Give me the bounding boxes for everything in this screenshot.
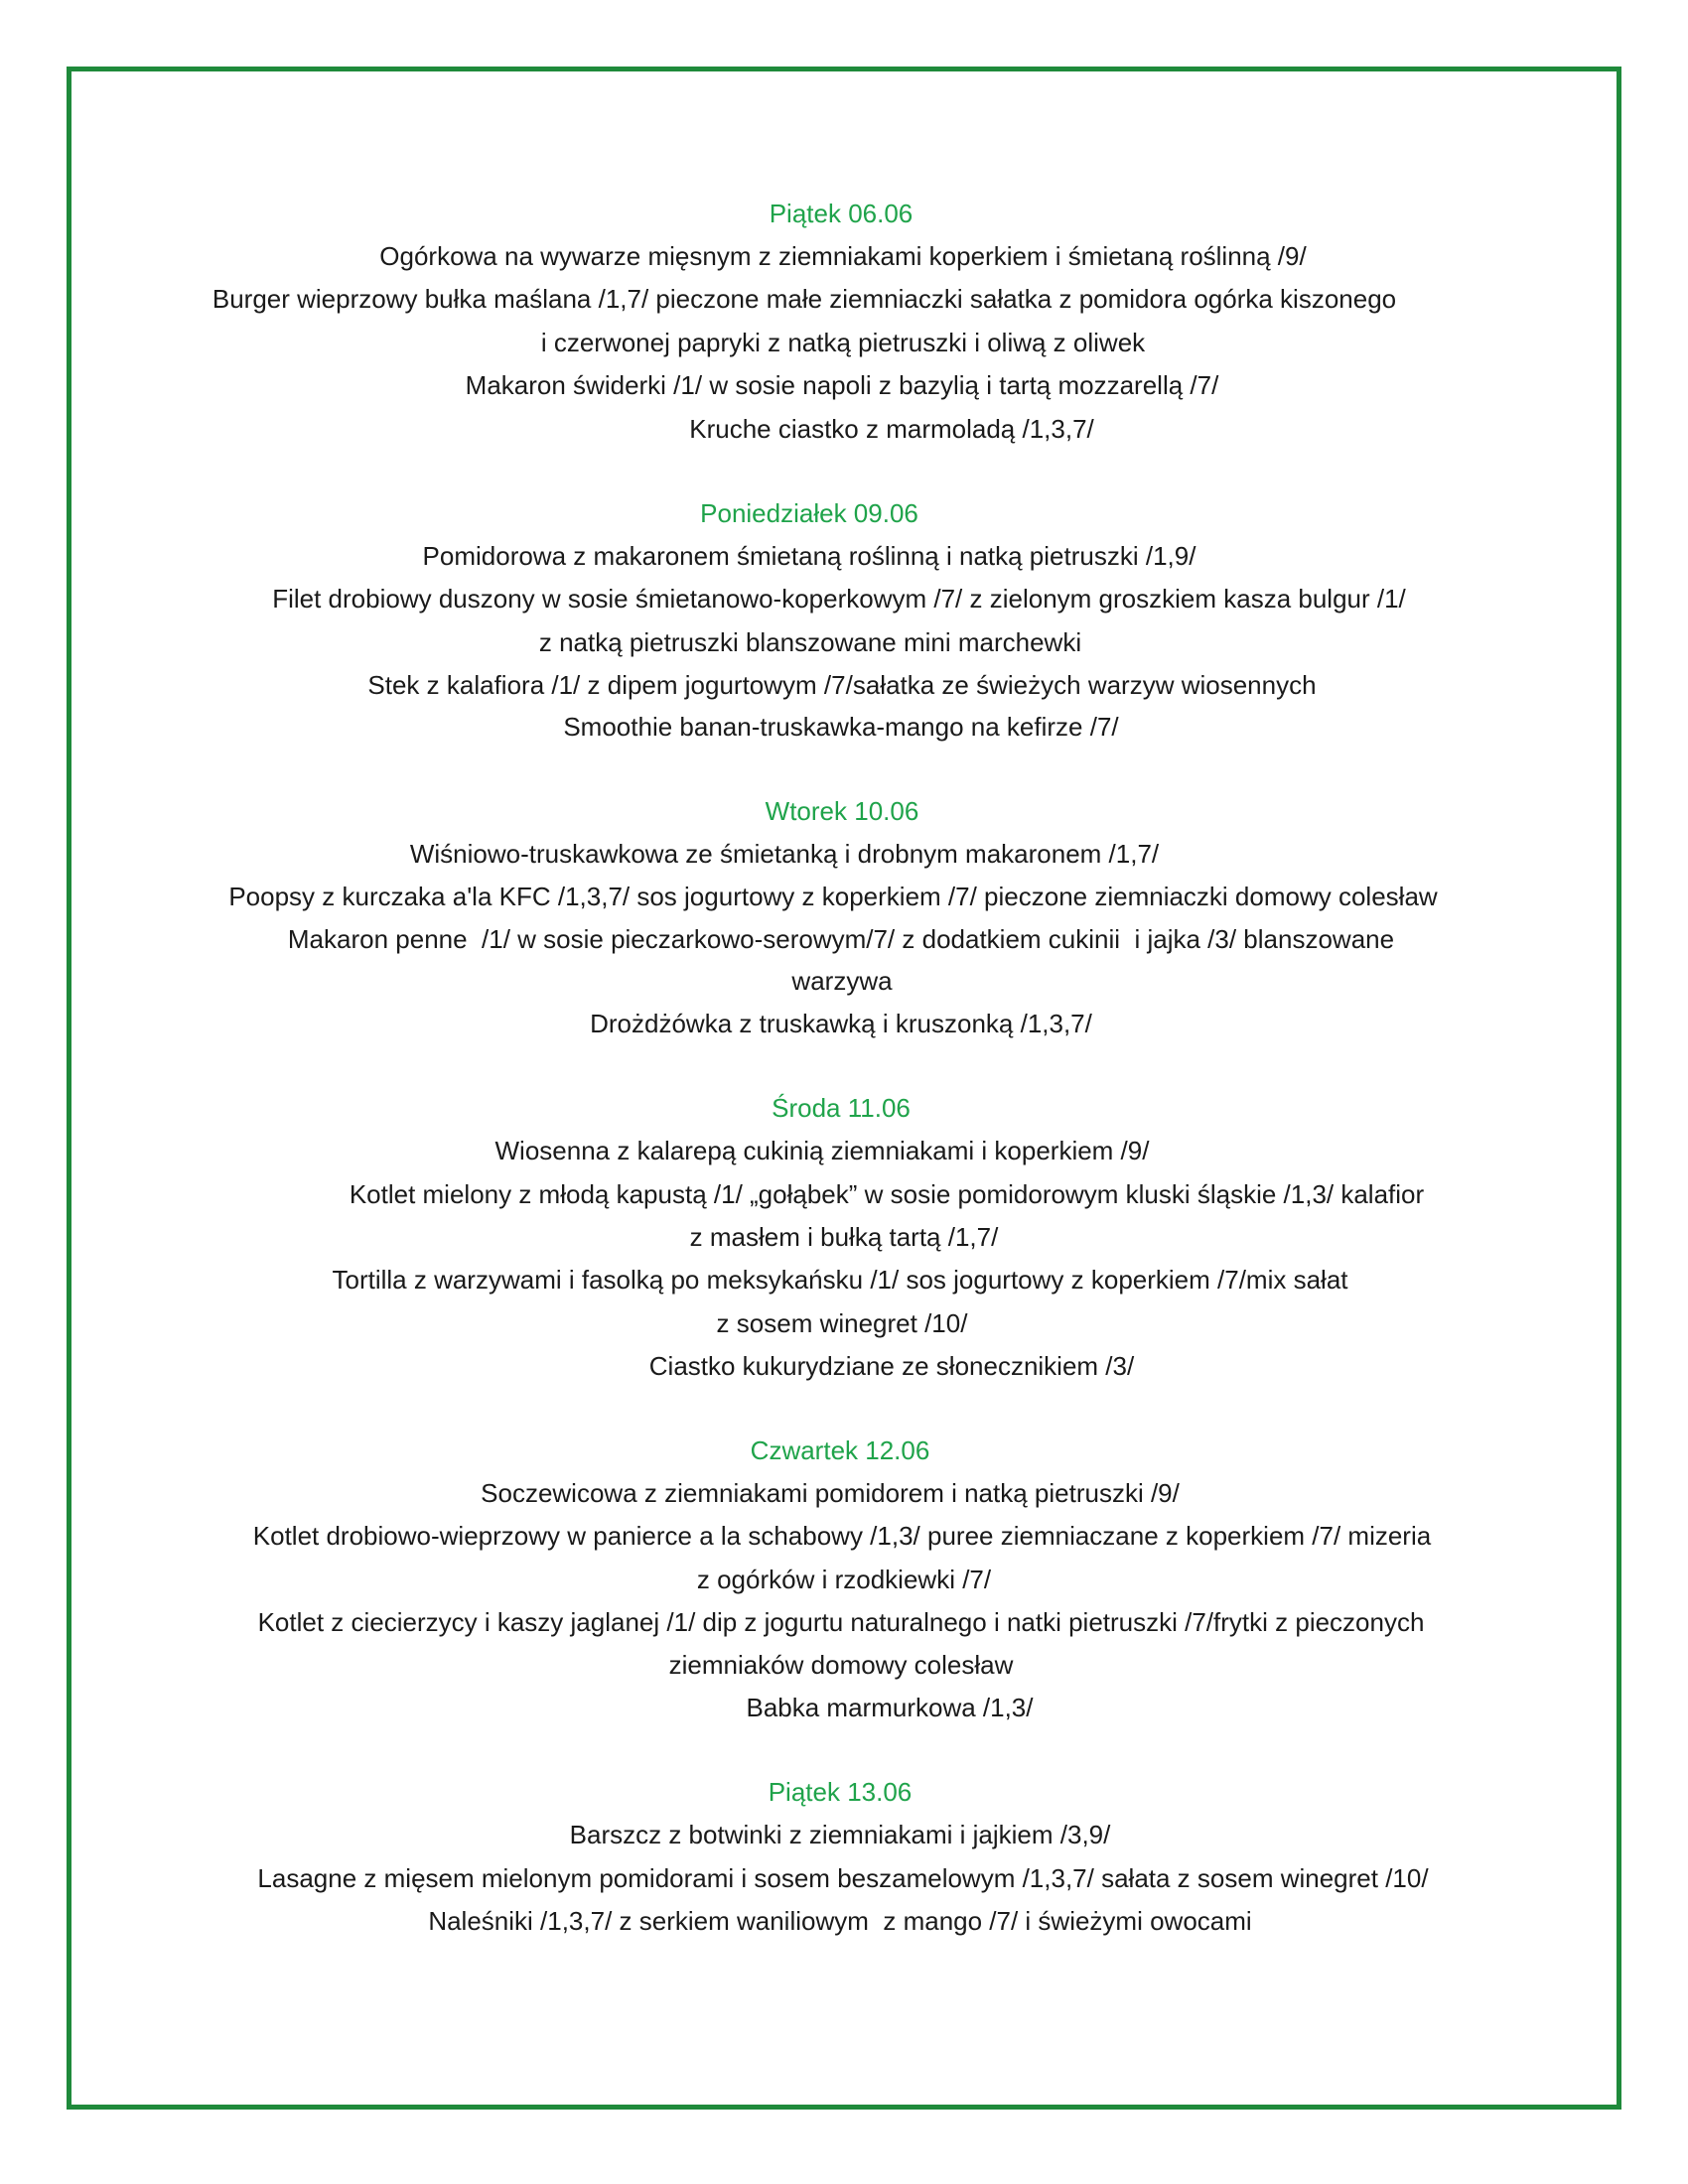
menu-line: Wiosenna z kalarepą cukinią ziemniakami i koperkiem /9/ bbox=[494, 1136, 1150, 1165]
menu-line: Ciastko kukurydziane ze słonecznikiem /3/ bbox=[648, 1351, 1135, 1381]
menu-line: i czerwonej papryki z natką pietruszki i oliwą z oliwek bbox=[540, 328, 1146, 357]
menu-line: Poopsy z kurczaka a'la KFC /1,3,7/ sos jogurtowy z koperkiem /7/ pieczone ziemniaczki domowy colesław bbox=[228, 882, 1438, 911]
menu-line: Lasagne z mięsem mielonym pomidorami i sosem beszamelowym /1,3,7/ sałata z sosem winegret /10/ bbox=[257, 1863, 1429, 1893]
menu-line: Kotlet mielony z młodą kapustą /1/ „gołąbek” w sosie pomidorowym kluski śląskie /1,3/ kalafior bbox=[349, 1179, 1425, 1209]
menu-line: Naleśniki /1,3,7/ z serkiem waniliowym z mango /7/ i świeżymi owocami bbox=[428, 1906, 1252, 1936]
menu-line: Makaron świderki /1/ w sosie napoli z bazylią i tartą mozzarellą /7/ bbox=[465, 370, 1219, 400]
day-heading: Piątek 13.06 bbox=[768, 1777, 913, 1807]
menu-line: z ogórków i rzodkiewki /7/ bbox=[696, 1565, 992, 1594]
menu-line: Stek z kalafiora /1/ z dipem jogurtowym /7/sałatka ze świeżych warzyw wiosennych bbox=[367, 670, 1317, 700]
menu-line: Babka marmurkowa /1,3/ bbox=[746, 1693, 1034, 1722]
menu-line: Smoothie banan-truskawka-mango na kefirze /7/ bbox=[563, 712, 1119, 742]
menu-line: Soczewicowa z ziemniakami pomidorem i natką pietruszki /9/ bbox=[481, 1478, 1180, 1508]
menu-line: Burger wieprzowy bułka maślana /1,7/ pieczone małe ziemniaczki sałatka z pomidora ogórka kiszonego bbox=[211, 284, 1397, 314]
menu-line: Kruche ciastko z marmoladą /1,3,7/ bbox=[689, 414, 1094, 444]
menu-line: Kotlet drobiowo-wieprzowy w panierce a la schabowy /1,3/ puree ziemniaczane z koperkiem /7/ mizeria bbox=[252, 1521, 1432, 1551]
menu-line: Wiśniowo-truskawkowa ze śmietanką i drobnym makaronem /1,7/ bbox=[409, 839, 1160, 869]
menu-line: Kotlet z ciecierzycy i kaszy jaglanej /1/ dip z jogurtu naturalnego i natki pietruszki /7/frytki z pieczonych bbox=[257, 1607, 1425, 1637]
menu-line: Filet drobiowy duszony w sosie śmietanowo-koperkowym /7/ z zielonym groszkiem kasza bulgur /1/ bbox=[272, 584, 1406, 614]
menu-line: Tortilla z warzywami i fasolką po meksykańsku /1/ sos jogurtowy z koperkiem /7/mix sałat bbox=[332, 1265, 1348, 1295]
day-heading: Środa 11.06 bbox=[772, 1093, 911, 1123]
menu-line: z natką pietruszki blanszowane mini marchewki bbox=[538, 627, 1082, 657]
menu-line: Barszcz z botwinki z ziemniakami i jajkiem /3,9/ bbox=[569, 1820, 1111, 1849]
menu-line: Makaron penne /1/ w sosie pieczarkowo-serowym/7/ z dodatkiem cukinii i jajka /3/ blanszowane bbox=[287, 924, 1395, 954]
menu-line: Pomidorowa z makaronem śmietaną roślinną i natką pietruszki /1,9/ bbox=[422, 541, 1196, 571]
menu-line: Ogórkowa na wywarze mięsnym z ziemniakami koperkiem i śmietaną roślinną /9/ bbox=[379, 241, 1307, 271]
day-heading: Poniedziałek 09.06 bbox=[700, 498, 918, 528]
day-heading: Piątek 06.06 bbox=[769, 199, 914, 228]
menu-line: z masłem i bułką tartą /1,7/ bbox=[689, 1222, 999, 1252]
menu-line: ziemniaków domowy colesław bbox=[668, 1650, 1014, 1680]
menu-line: Drożdżówka z truskawką i kruszonką /1,3,7/ bbox=[590, 1009, 1092, 1038]
menu-line: z sosem winegret /10/ bbox=[716, 1308, 968, 1338]
day-heading: Wtorek 10.06 bbox=[765, 796, 919, 826]
day-heading: Czwartek 12.06 bbox=[750, 1435, 930, 1465]
menu-line: warzywa bbox=[791, 966, 893, 996]
